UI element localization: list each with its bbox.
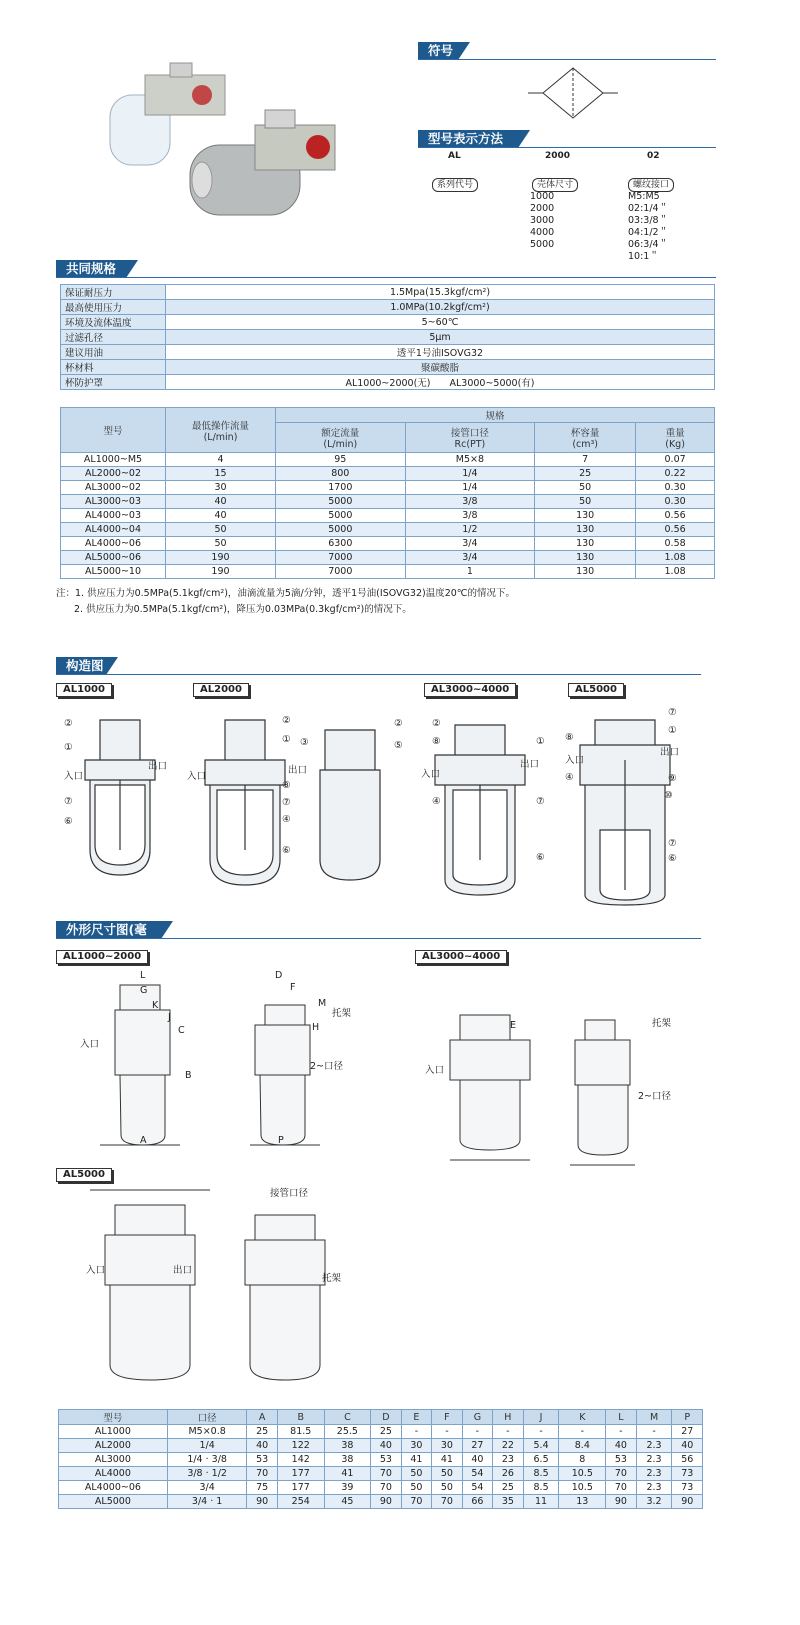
table-row xyxy=(61,537,715,551)
table-row xyxy=(59,1481,703,1495)
table-cell: 90 xyxy=(606,1495,636,1509)
table-cell: - xyxy=(401,1425,431,1439)
dim-letter-L: L xyxy=(140,970,146,981)
table-cell: 53 xyxy=(371,1453,401,1467)
outlet-label-3: 出口 xyxy=(520,759,540,770)
part-num-8b: ⑧ xyxy=(282,780,291,791)
table-cell: 177 xyxy=(277,1481,324,1495)
table-cell: AL2000~02 xyxy=(61,467,166,481)
part-num-1d: ① xyxy=(536,736,545,747)
table-cell: 56 xyxy=(672,1453,703,1467)
struct-model-4: AL5000 xyxy=(568,683,624,697)
table-cell: AL4000~06 xyxy=(61,537,166,551)
part-num-7e: ⑦ xyxy=(668,707,677,718)
part-num-5c: ⑤ xyxy=(394,740,403,751)
part-num-4e: ④ xyxy=(565,772,574,783)
table-cell: 1/4 · 3/8 xyxy=(167,1453,247,1467)
table-cell: 2.3 xyxy=(636,1481,672,1495)
table-row xyxy=(59,1495,703,1509)
lubricator-symbol xyxy=(528,66,618,121)
table-cell: 40 xyxy=(606,1439,636,1453)
table-cell: 38 xyxy=(324,1453,371,1467)
table-cell: AL4000~04 xyxy=(61,523,166,537)
part-num-1e: ① xyxy=(668,725,677,736)
dim-model-1: AL1000~2000 xyxy=(56,950,148,964)
table-cell: 50 xyxy=(401,1481,431,1495)
table-cell: 40 xyxy=(371,1439,401,1453)
part-num-2b: ② xyxy=(282,715,291,726)
table-cell: 1700 xyxy=(276,481,406,495)
table-cell: 22 xyxy=(493,1439,523,1453)
column-header: M xyxy=(636,1410,672,1425)
struct-model-3: AL3000~4000 xyxy=(424,683,516,697)
table-cell: 70 xyxy=(606,1481,636,1495)
bracket-label-3: 托架 xyxy=(322,1273,342,1284)
table-cell: 25 xyxy=(371,1425,401,1439)
table-cell: AL3000~02 xyxy=(61,481,166,495)
column-header: 型号 xyxy=(59,1410,168,1425)
table-cell: 3/4 xyxy=(405,551,535,565)
table-cell: AL1000 xyxy=(59,1425,168,1439)
table-cell: 1/2 xyxy=(405,523,535,537)
table-cell: 8 xyxy=(559,1453,606,1467)
outlet-label-4: 出口 xyxy=(660,747,680,758)
table-cell: 3/8 xyxy=(405,509,535,523)
table-cell: 70 xyxy=(371,1467,401,1481)
table-cell: 800 xyxy=(276,467,406,481)
table-cell: 5000 xyxy=(276,495,406,509)
port2-label-2: 2~口径 xyxy=(638,1091,672,1102)
table-cell: 7000 xyxy=(276,565,406,579)
table-cell: 54 xyxy=(462,1467,492,1481)
table-cell: 41 xyxy=(401,1453,431,1467)
dim-letter-K: K xyxy=(152,1000,159,1011)
part-num-9e: ⑨ xyxy=(668,773,677,784)
table-row xyxy=(61,481,715,495)
table-row xyxy=(61,523,715,537)
dim-letter-D: D xyxy=(275,970,283,981)
table-cell: 26 xyxy=(493,1467,523,1481)
table-cell: 190 xyxy=(166,551,276,565)
table-cell: 41 xyxy=(432,1453,462,1467)
table-cell: 7 xyxy=(535,453,636,467)
table-cell: 73 xyxy=(672,1467,703,1481)
size-list: 1000 2000 3000 4000 5000 xyxy=(530,191,555,250)
table-cell: 40 xyxy=(672,1439,703,1453)
table-cell: 13 xyxy=(559,1495,606,1509)
table-cell: M5×0.8 xyxy=(167,1425,247,1439)
column-header: F xyxy=(432,1410,462,1425)
part-num-3c: ③ xyxy=(300,737,309,748)
dim-letter-H: H xyxy=(312,1022,320,1033)
part-num-2d: ② xyxy=(432,718,441,729)
table-cell: 70 xyxy=(432,1495,462,1509)
table-cell: 5000 xyxy=(276,523,406,537)
table-cell: 1/4 xyxy=(405,467,535,481)
dim-letter-A: A xyxy=(140,1135,147,1146)
table-cell: 73 xyxy=(672,1481,703,1495)
table-cell: 39 xyxy=(324,1481,371,1495)
part-num-4d: ④ xyxy=(432,796,441,807)
dim-letter-F: F xyxy=(290,982,296,993)
table-cell: 1.08 xyxy=(636,565,715,579)
dim-letter-P: P xyxy=(278,1135,284,1146)
table-cell: 25.5 xyxy=(324,1425,371,1439)
table-cell: 2.3 xyxy=(636,1467,672,1481)
port2-label-1: 2~口径 xyxy=(310,1061,344,1072)
table-cell: - xyxy=(462,1425,492,1439)
part-num-7: ⑦ xyxy=(64,796,73,807)
table-row xyxy=(59,1425,703,1439)
part-num-6f: ⑥ xyxy=(668,853,677,864)
table-cell: 2.3 xyxy=(636,1453,672,1467)
table-cell: M5×8 xyxy=(405,453,535,467)
table-cell: 10.5 xyxy=(559,1481,606,1495)
table-row xyxy=(59,1439,703,1453)
product-photo xyxy=(90,55,360,235)
dim-letter-C: C xyxy=(178,1025,185,1036)
table-cell: 2.3 xyxy=(636,1439,672,1453)
table-cell: 70 xyxy=(606,1467,636,1481)
table-row xyxy=(61,495,715,509)
table-cell: 0.07 xyxy=(636,453,715,467)
column-header: P xyxy=(672,1410,703,1425)
dimension-drawings xyxy=(70,965,700,1405)
table-cell: AL5000 xyxy=(59,1495,168,1509)
table-cell: 254 xyxy=(277,1495,324,1509)
symbol-title: 符号 xyxy=(418,42,458,60)
table-cell: 6300 xyxy=(276,537,406,551)
table-cell: 11 xyxy=(523,1495,559,1509)
column-header: J xyxy=(523,1410,559,1425)
table-cell: 3/8 xyxy=(405,495,535,509)
table-cell: 90 xyxy=(672,1495,703,1509)
dim-inlet-2: 入口 xyxy=(425,1065,445,1076)
table-cell: 27 xyxy=(462,1439,492,1453)
bracket-label-2: 托架 xyxy=(652,1018,672,1029)
table-cell: 30 xyxy=(432,1439,462,1453)
table-cell: 8.4 xyxy=(559,1439,606,1453)
table-cell: 40 xyxy=(462,1453,492,1467)
label-size: 壳体尺寸 xyxy=(532,178,578,192)
table-cell: AL3000~03 xyxy=(61,495,166,509)
table-cell: AL4000 xyxy=(59,1467,168,1481)
table-cell: 95 xyxy=(276,453,406,467)
table-cell: 142 xyxy=(277,1453,324,1467)
part-num-6b: ⑥ xyxy=(282,845,291,856)
table-cell: 40 xyxy=(166,495,276,509)
table-cell: AL1000~M5 xyxy=(61,453,166,467)
table-cell: 27 xyxy=(672,1425,703,1439)
table-row xyxy=(61,467,715,481)
part-num-7f: ⑦ xyxy=(668,838,677,849)
table-cell: 177 xyxy=(277,1467,324,1481)
table-cell: 50 xyxy=(432,1481,462,1495)
table-cell: 90 xyxy=(371,1495,401,1509)
thread-list: M5:M5 02:1/4＂ 03:3/8＂ 04:1/2＂ 06:3/4＂ 10:1＂ xyxy=(628,191,669,262)
table-cell: 50 xyxy=(432,1467,462,1481)
label-thread: 螺纹接口 xyxy=(628,178,674,192)
table-cell: 130 xyxy=(535,551,636,565)
table-cell: 50 xyxy=(401,1467,431,1481)
table-cell: 23 xyxy=(493,1453,523,1467)
model-code-title: 型号表示方法 xyxy=(418,130,518,148)
performance-table: 型号 最低操作流量 (L/min) 规格 额定流量 (L/min) 接管口径 Rc(PT) 杯容量 (cm³) 重量 (Kg) AL1000~M5 4 95 M5×8 7 0.07 AL2000~02 15 800 1/4 25 0.22 AL3000~02 30 1700 1/4 50 0.30 AL3000~03 40 5000 3/8 50 0.30 AL4000~03 40 5000 3/8 130 0.56 AL4000~04 50 5000 1/2 130 0.56 AL4000~06 50 6300 3/4 130 0.58 AL5000~06 190 7000 3/4 130 1.08 AL5000~10 190 7000 1 130 1.08 xyxy=(60,407,715,579)
model-head-size: 2000 xyxy=(545,151,571,161)
table-cell: 7000 xyxy=(276,551,406,565)
table-cell: 70 xyxy=(247,1467,277,1481)
inlet-label-4: 入口 xyxy=(565,755,585,766)
table-cell: 0.58 xyxy=(636,537,715,551)
table-row xyxy=(61,453,715,467)
label-series: 系列代号 xyxy=(432,178,478,192)
bracket-label-1: 托架 xyxy=(332,1008,352,1019)
table-cell: 25 xyxy=(535,467,636,481)
part-num-7b: ⑦ xyxy=(282,797,291,808)
part-num-8e: ⑧ xyxy=(565,732,574,743)
table-cell: 130 xyxy=(535,565,636,579)
table-cell: AL5000~10 xyxy=(61,565,166,579)
table-cell: 45 xyxy=(324,1495,371,1509)
part-num-7d: ⑦ xyxy=(536,796,545,807)
part-num-10e: ⑩ xyxy=(664,790,673,801)
table-cell: 75 xyxy=(247,1481,277,1495)
table-cell: 10.5 xyxy=(559,1467,606,1481)
dim-model-2: AL3000~4000 xyxy=(415,950,507,964)
common-spec-table: 保证耐压力 1.5Mpa(15.3kgf/cm²) 最高使用压力 1.0MPa(10.2kgf/cm²) 环境及流体温度 5~60℃ 过滤孔径 5μm 建议用油 透平1号油ISOVG32 杯材料 聚碳酸脂 杯防护罩 AL1000~2000(无) AL3000~5000(有) xyxy=(60,284,715,390)
table-cell: 0.56 xyxy=(636,509,715,523)
column-header: A xyxy=(247,1410,277,1425)
table-cell: 190 xyxy=(166,565,276,579)
table-cell: - xyxy=(523,1425,559,1439)
table-cell: - xyxy=(559,1425,606,1439)
table-row xyxy=(59,1467,703,1481)
table-cell: 50 xyxy=(166,537,276,551)
outlet-label-2: 出口 xyxy=(288,765,308,776)
dimension-table xyxy=(58,1409,703,1509)
outlet-label-1: 出口 xyxy=(148,761,168,772)
inlet-label-2: 入口 xyxy=(187,771,207,782)
table-cell: 3/4 xyxy=(167,1481,247,1495)
table-cell: 54 xyxy=(462,1481,492,1495)
table-cell: - xyxy=(606,1425,636,1439)
part-num-6: ⑥ xyxy=(64,816,73,827)
table-cell: 40 xyxy=(247,1439,277,1453)
column-header: L xyxy=(606,1410,636,1425)
table-cell: 5000 xyxy=(276,509,406,523)
table-cell: AL5000~06 xyxy=(61,551,166,565)
table-cell: 50 xyxy=(535,481,636,495)
dim-letter-M: M xyxy=(318,998,327,1009)
table-cell: 41 xyxy=(324,1467,371,1481)
struct-model-1: AL1000 xyxy=(56,683,112,697)
dim-letter-E: E xyxy=(510,1020,517,1031)
part-num-2c: ② xyxy=(394,718,403,729)
dim-inlet-1: 入口 xyxy=(80,1039,100,1050)
table-cell: 8.5 xyxy=(523,1467,559,1481)
table-cell: 3/8 · 1/2 xyxy=(167,1467,247,1481)
column-header: D xyxy=(371,1410,401,1425)
column-header: K xyxy=(559,1410,606,1425)
inlet-label-3: 入口 xyxy=(421,769,441,780)
dim-outlet-3: 出口 xyxy=(173,1265,193,1276)
part-num-4b: ④ xyxy=(282,814,291,825)
column-header: B xyxy=(277,1410,324,1425)
table-cell: 1/4 xyxy=(167,1439,247,1453)
table-cell: AL4000~03 xyxy=(61,509,166,523)
table-cell: 5.4 xyxy=(523,1439,559,1453)
notes: 注：1. 供应压力为0.5MPa(5.1kgf/cm²)，油滴流量为5滴/分钟，透平1号油(ISOVG32)温度20℃的情况下。 2. 供应压力为0.5MPa(5.1kgf/cm²)，降压为0.03MPa(0.3kgf/cm²)的情况下。 xyxy=(56,588,515,615)
table-cell: 8.5 xyxy=(523,1481,559,1495)
column-header: C xyxy=(324,1410,371,1425)
column-header: E xyxy=(401,1410,431,1425)
table-cell: AL2000 xyxy=(59,1439,168,1453)
structure-title: 构造图 xyxy=(56,657,106,675)
dim-letter-G: G xyxy=(140,985,148,996)
table-cell: - xyxy=(493,1425,523,1439)
table-cell: 38 xyxy=(324,1439,371,1453)
table-cell: 81.5 xyxy=(277,1425,324,1439)
table-cell: 3.2 xyxy=(636,1495,672,1509)
dim-letter-B: B xyxy=(185,1070,192,1081)
model-head-series: AL xyxy=(448,151,461,161)
part-num-1: ① xyxy=(64,742,73,753)
column-header: H xyxy=(493,1410,523,1425)
inlet-label-1: 入口 xyxy=(64,771,84,782)
table-row xyxy=(59,1453,703,1467)
table-cell: 66 xyxy=(462,1495,492,1509)
structure-drawings xyxy=(55,700,705,910)
dim-model-3: AL5000 xyxy=(56,1168,112,1182)
table-cell: 3/4 · 1 xyxy=(167,1495,247,1509)
part-num-2: ② xyxy=(64,718,73,729)
table-cell: 1/4 xyxy=(405,481,535,495)
table-cell: 25 xyxy=(247,1425,277,1439)
pipe-label: 接管口径 xyxy=(270,1188,309,1199)
table-cell: 0.30 xyxy=(636,495,715,509)
part-num-1b: ① xyxy=(282,734,291,745)
table-cell: 130 xyxy=(535,509,636,523)
part-num-8d: ⑧ xyxy=(432,736,441,747)
table-cell: 3/4 xyxy=(405,537,535,551)
table-cell: - xyxy=(432,1425,462,1439)
table-cell: 15 xyxy=(166,467,276,481)
table-cell: 70 xyxy=(371,1481,401,1495)
table-cell: 0.56 xyxy=(636,523,715,537)
model-head-thread: 02 xyxy=(647,151,660,161)
dim-letter-J: J xyxy=(168,1012,171,1023)
table-cell: 53 xyxy=(247,1453,277,1467)
table-cell: AL3000 xyxy=(59,1453,168,1467)
table-cell: 25 xyxy=(493,1481,523,1495)
table-cell: 1 xyxy=(405,565,535,579)
common-spec-title: 共同规格 xyxy=(56,260,126,278)
lubricator-metal-bowl xyxy=(190,110,335,215)
table-cell: 50 xyxy=(166,523,276,537)
column-header: G xyxy=(462,1410,492,1425)
table-cell: 35 xyxy=(493,1495,523,1509)
struct-model-2: AL2000 xyxy=(193,683,249,697)
table-cell: - xyxy=(636,1425,672,1439)
dim-inlet-3: 入口 xyxy=(86,1265,106,1276)
table-cell: 6.5 xyxy=(523,1453,559,1467)
table-cell: 53 xyxy=(606,1453,636,1467)
part-num-6d: ⑥ xyxy=(536,852,545,863)
table-cell: 122 xyxy=(277,1439,324,1453)
table-row xyxy=(61,565,715,579)
dimensions-title: 外形尺寸图(毫米) xyxy=(56,921,161,939)
table-cell: 40 xyxy=(166,509,276,523)
table-cell: 90 xyxy=(247,1495,277,1509)
table-cell: 0.30 xyxy=(636,481,715,495)
table-cell: AL4000~06 xyxy=(59,1481,168,1495)
table-cell: 130 xyxy=(535,537,636,551)
table-row xyxy=(61,551,715,565)
table-cell: 1.08 xyxy=(636,551,715,565)
table-cell: 0.22 xyxy=(636,467,715,481)
table-cell: 30 xyxy=(166,481,276,495)
table-row xyxy=(61,509,715,523)
table-cell: 30 xyxy=(401,1439,431,1453)
table-cell: 4 xyxy=(166,453,276,467)
table-cell: 130 xyxy=(535,523,636,537)
table-cell: 70 xyxy=(401,1495,431,1509)
column-header: 口径 xyxy=(167,1410,247,1425)
table-cell: 50 xyxy=(535,495,636,509)
